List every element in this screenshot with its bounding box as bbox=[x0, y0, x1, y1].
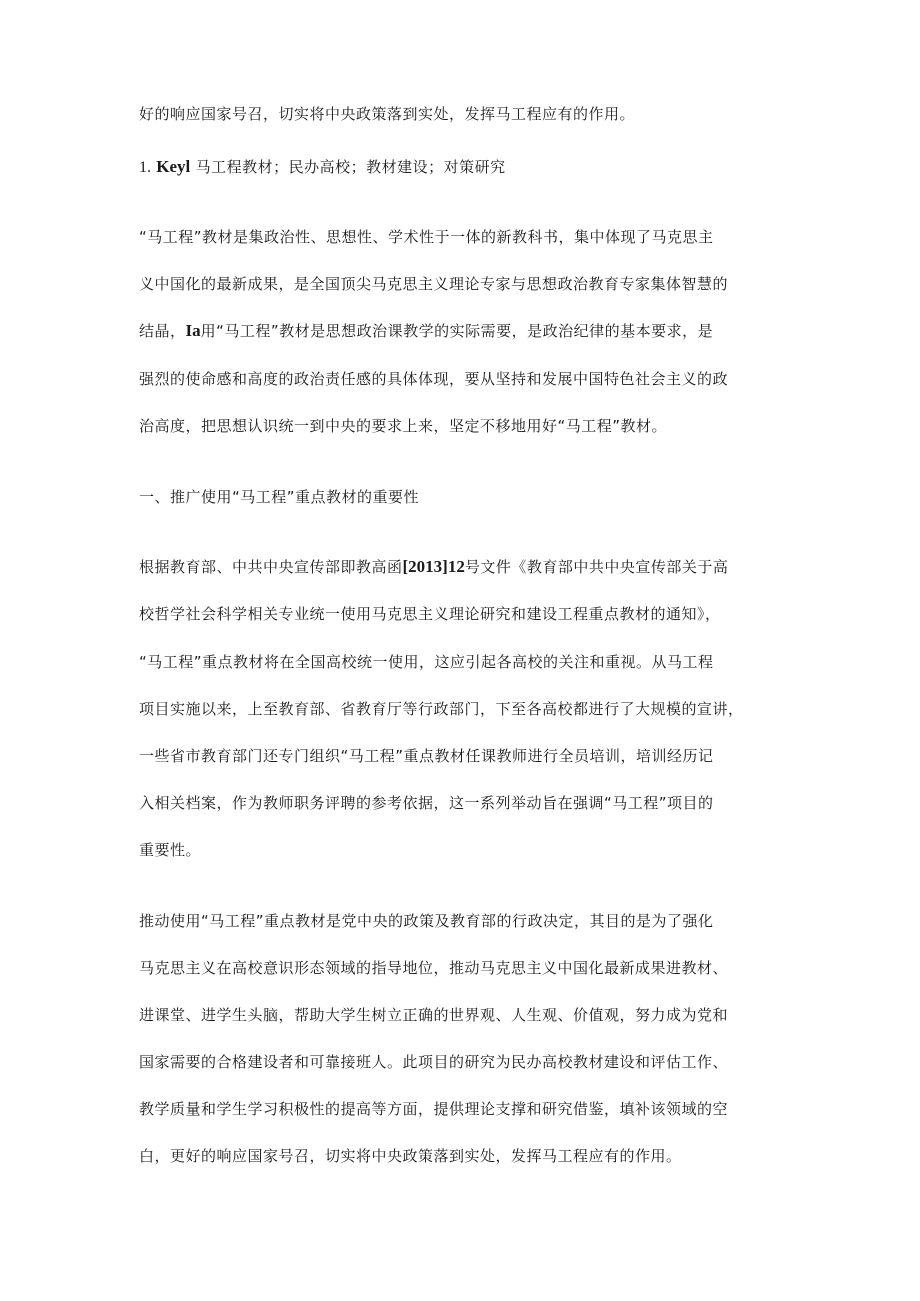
keywords-number: 1. bbox=[139, 159, 151, 176]
paragraph-3-line-2: 马克思主义在高校意识形态领域的指导地位，推动马克思主义中国化最新成果进教材、 bbox=[139, 959, 729, 977]
keywords-text: 马工程教材；民办高校；教材建设；对策研究 bbox=[195, 158, 506, 176]
paragraph-1-line-1: “马工程”教材是集政治性、思想性、学术性于一体的新教科书，集中体现了马克思主 bbox=[139, 228, 714, 246]
paragraph-3-line-3: 进课堂、进学生头脑，帮助大学生树立正确的世界观、人生观、价值观，努力成为党和 bbox=[139, 1006, 729, 1024]
paragraph-2-line-5: 一些省市教育部门还专门组织“马工程”重点教材任课教师进行全员培训，培训经历记 bbox=[139, 747, 714, 765]
paragraph-1-line-3-post: 用“马工程”教材是思想政治课教学的实际需要，是政治纪律的基本要求，是 bbox=[200, 322, 714, 340]
paragraph-1-line-3 bbox=[139, 321, 713, 341]
paragraph-2-line-1-pre: 根据教育部、中共中央宣传部即教高函 bbox=[139, 558, 403, 576]
paragraph-1-line-3-pre: 结晶， bbox=[139, 322, 186, 340]
keywords-line bbox=[139, 157, 506, 178]
paragraph-2-line-1 bbox=[139, 557, 728, 577]
section-heading: 一、推广使用“马工程”重点教材的重要性 bbox=[139, 488, 420, 506]
keywords-label: Keyl bbox=[156, 157, 191, 176]
paragraph-3-line-1: 推动使用“马工程”重点教材是党中央的政策及教育部的行政决定，其目的是为了强化 bbox=[139, 912, 714, 930]
paragraph-1-line-4: 强烈的使命感和高度的政治责任感的具体体现，要从坚持和发展中国特色社会主义的政 bbox=[139, 370, 729, 388]
paragraph-2-line-6: 入相关档案，作为教师职务评聘的参考依据，这一系列举动旨在强调“马工程”项目的 bbox=[139, 794, 714, 812]
intro-line: 好的响应国家号召，切实将中央政策落到实处，发挥马工程应有的作用。 bbox=[139, 105, 636, 123]
paragraph-2-line-3: “马工程”重点教材将在全国高校统一使用，这应引起各高校的关注和重视。从马工程 bbox=[139, 653, 714, 671]
paragraph-2-line-7: 重要性。 bbox=[139, 841, 202, 859]
paragraph-1-line-5: 治高度，把思想认识统一到中央的要求上来，坚定不移地用好“马工程”教材。 bbox=[139, 417, 668, 435]
paragraph-2-line-1-post: 号文件《教育部中共中央宣传部关于高 bbox=[464, 558, 729, 576]
paragraph-1-line-3-bold: Ia bbox=[185, 321, 201, 340]
paragraph-3-line-5: 教学质量和学生学习积极性的提高等方面，提供理论支撑和研究借鉴，填补该领域的空 bbox=[139, 1100, 729, 1118]
paragraph-3-line-4: 国家需要的合格建设者和可靠接班人。此项目的研究为民办高校教材建设和评估工作、 bbox=[139, 1053, 729, 1071]
paragraph-1-line-2: 义中国化的最新成果，是全国顶尖马克思主义理论专家与思想政治教育专家集体智慧的 bbox=[139, 275, 729, 293]
paragraph-2-line-4: 项目实施以来，上至教育部、省教育厅等行政部门，下至各高校都进行了大规模的宣讲， bbox=[139, 700, 744, 718]
paragraph-3-line-6: 白，更好的响应国家号召，切实将中央政策落到实处，发挥马工程应有的作用。 bbox=[139, 1147, 682, 1165]
paragraph-2-line-2: 校哲学社会科学相关专业统一使用马克思主义理论研究和建设工程重点教材的通知》， bbox=[139, 605, 721, 623]
paragraph-2-line-1-bold: [2013]12 bbox=[402, 557, 465, 576]
